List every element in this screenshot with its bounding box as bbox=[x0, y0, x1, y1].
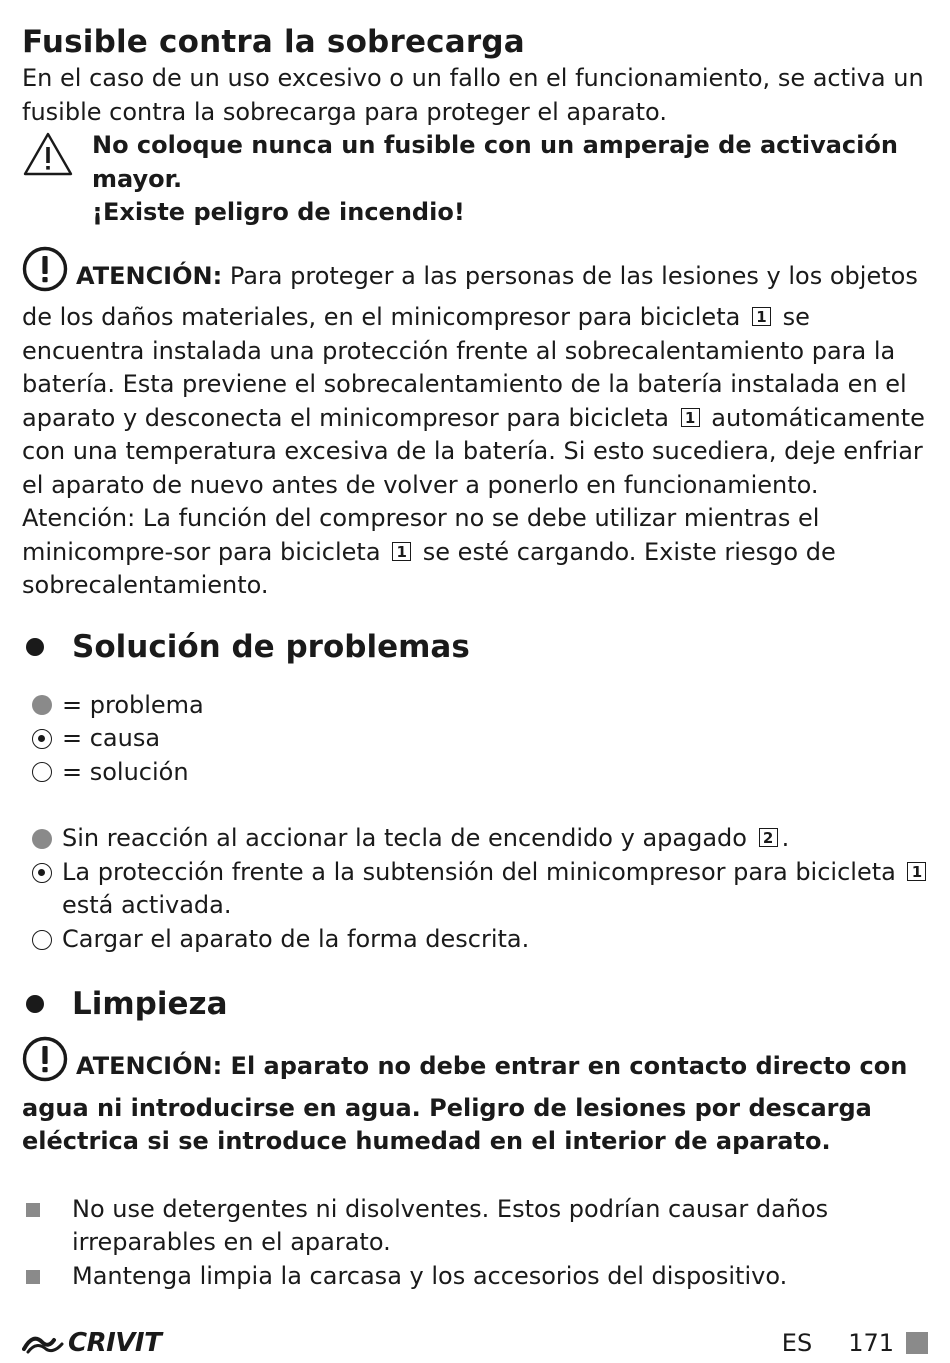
cleaning-attention-text: El aparato no debe entrar en contacto directo con agua ni introducirse en agua. Peligro de lesiones por descarga eléctrica si se introduce humedad en el interior de aparato. bbox=[22, 1052, 908, 1155]
attention-text-1: Para proteger a las personas de las lesiones y los objetos de los daños materiales, en el minicompresor para bicicleta bbox=[22, 261, 918, 331]
troubleshooting-title-text: Solución de problemas bbox=[72, 628, 470, 665]
cleaning-title-text: Limpieza bbox=[72, 986, 228, 1022]
warning-line-2: ¡Existe peligro de incendio! bbox=[92, 198, 465, 226]
page-footer bbox=[22, 1326, 928, 1360]
list-item: No use detergentes ni disolventes. Estos podrían causar daños irreparables en el aparato. bbox=[22, 1193, 932, 1260]
attention-exclamation-icon bbox=[22, 246, 68, 302]
cause-symbol-icon bbox=[32, 729, 52, 749]
crivit-swoosh-icon bbox=[22, 1332, 66, 1354]
cleaning-list bbox=[22, 1193, 932, 1294]
problem-text: Sin reacción al accionar la tecla de encendido y apagado 2 . bbox=[62, 824, 790, 852]
brand-name: CRIVIT bbox=[68, 1328, 162, 1358]
troubleshooting-legend bbox=[22, 689, 932, 790]
solution-text: Cargar el aparato de la forma descrita. bbox=[62, 924, 530, 953]
cleaning-attention bbox=[22, 1036, 932, 1159]
section-bullet-icon bbox=[26, 638, 44, 656]
fire-warning bbox=[22, 129, 932, 230]
overheat-attention bbox=[22, 246, 932, 503]
page-number: 171 bbox=[848, 1329, 894, 1357]
attention-text-2: se encuentra instalada una protección frente al sobrecalentamiento para la batería. Esta previene el sobrecalentamiento de la batería instalada en el aparato y desconecta el minicompresor para bicicleta bbox=[22, 303, 907, 432]
note-text-1: Atención: La función del compresor no se debe utilizar mientras el minicompre-sor para bicicleta bbox=[22, 504, 820, 566]
cause-text: La protección frente a la subtensión del minicompresor para bicicleta 1 está activada. bbox=[62, 856, 932, 923]
legend-cause: = causa bbox=[62, 724, 161, 752]
fuse-section-title: Fusible contra la sobrecarga bbox=[22, 24, 525, 60]
square-bullet-icon bbox=[26, 1203, 40, 1217]
reference-number-box: 1 bbox=[681, 408, 700, 427]
troubleshooting-entry bbox=[22, 822, 932, 956]
attention-label: ATENCIÓN: bbox=[76, 261, 223, 290]
fuse-body: En el caso de un uso excesivo o un fallo en el funcionamiento, se activa un fusible contra la sobrecarga para proteger el aparato. bbox=[22, 64, 924, 126]
cleaning-section-title bbox=[22, 984, 932, 1024]
troubleshooting-section-title bbox=[22, 627, 932, 667]
square-bullet-icon bbox=[26, 1270, 40, 1284]
problem-symbol-icon bbox=[32, 695, 52, 715]
legend-solution: = solución bbox=[62, 757, 189, 786]
section-bullet-icon bbox=[26, 995, 44, 1013]
solution-symbol-icon bbox=[32, 930, 52, 950]
attention-label: ATENCIÓN: bbox=[76, 1052, 223, 1080]
reference-number-box: 1 bbox=[752, 307, 771, 326]
problem-symbol-icon bbox=[32, 829, 52, 849]
warning-triangle-icon bbox=[22, 129, 92, 230]
note-text-2: se esté cargando. Existe riesgo de sobrecalentamiento. bbox=[22, 537, 836, 599]
cause-symbol-icon bbox=[32, 863, 52, 883]
solution-symbol-icon bbox=[32, 762, 52, 782]
warning-line-1: No coloque nunca un fusible con un amperaje de activación mayor. bbox=[92, 131, 898, 193]
footer-square-icon bbox=[906, 1332, 928, 1354]
reference-number-box: 2 bbox=[759, 828, 778, 847]
attention-exclamation-icon bbox=[22, 1036, 68, 1092]
reference-number-box: 1 bbox=[907, 862, 926, 881]
charging-note bbox=[22, 502, 932, 603]
attention-text-3: automáticamente con una temperatura excesiva de la batería. Si esto sucediera, deje enfriar el aparato de nuevo antes de volver a ponerlo en funcionamiento. bbox=[22, 403, 925, 499]
reference-number-box: 1 bbox=[392, 542, 411, 561]
crivit-logo bbox=[22, 1328, 161, 1358]
language-code: ES bbox=[781, 1329, 813, 1357]
legend-problem: = problema bbox=[62, 690, 204, 719]
page-content bbox=[22, 22, 932, 1293]
list-item: Mantenga limpia la carcasa y los accesorios del dispositivo. bbox=[22, 1260, 932, 1294]
